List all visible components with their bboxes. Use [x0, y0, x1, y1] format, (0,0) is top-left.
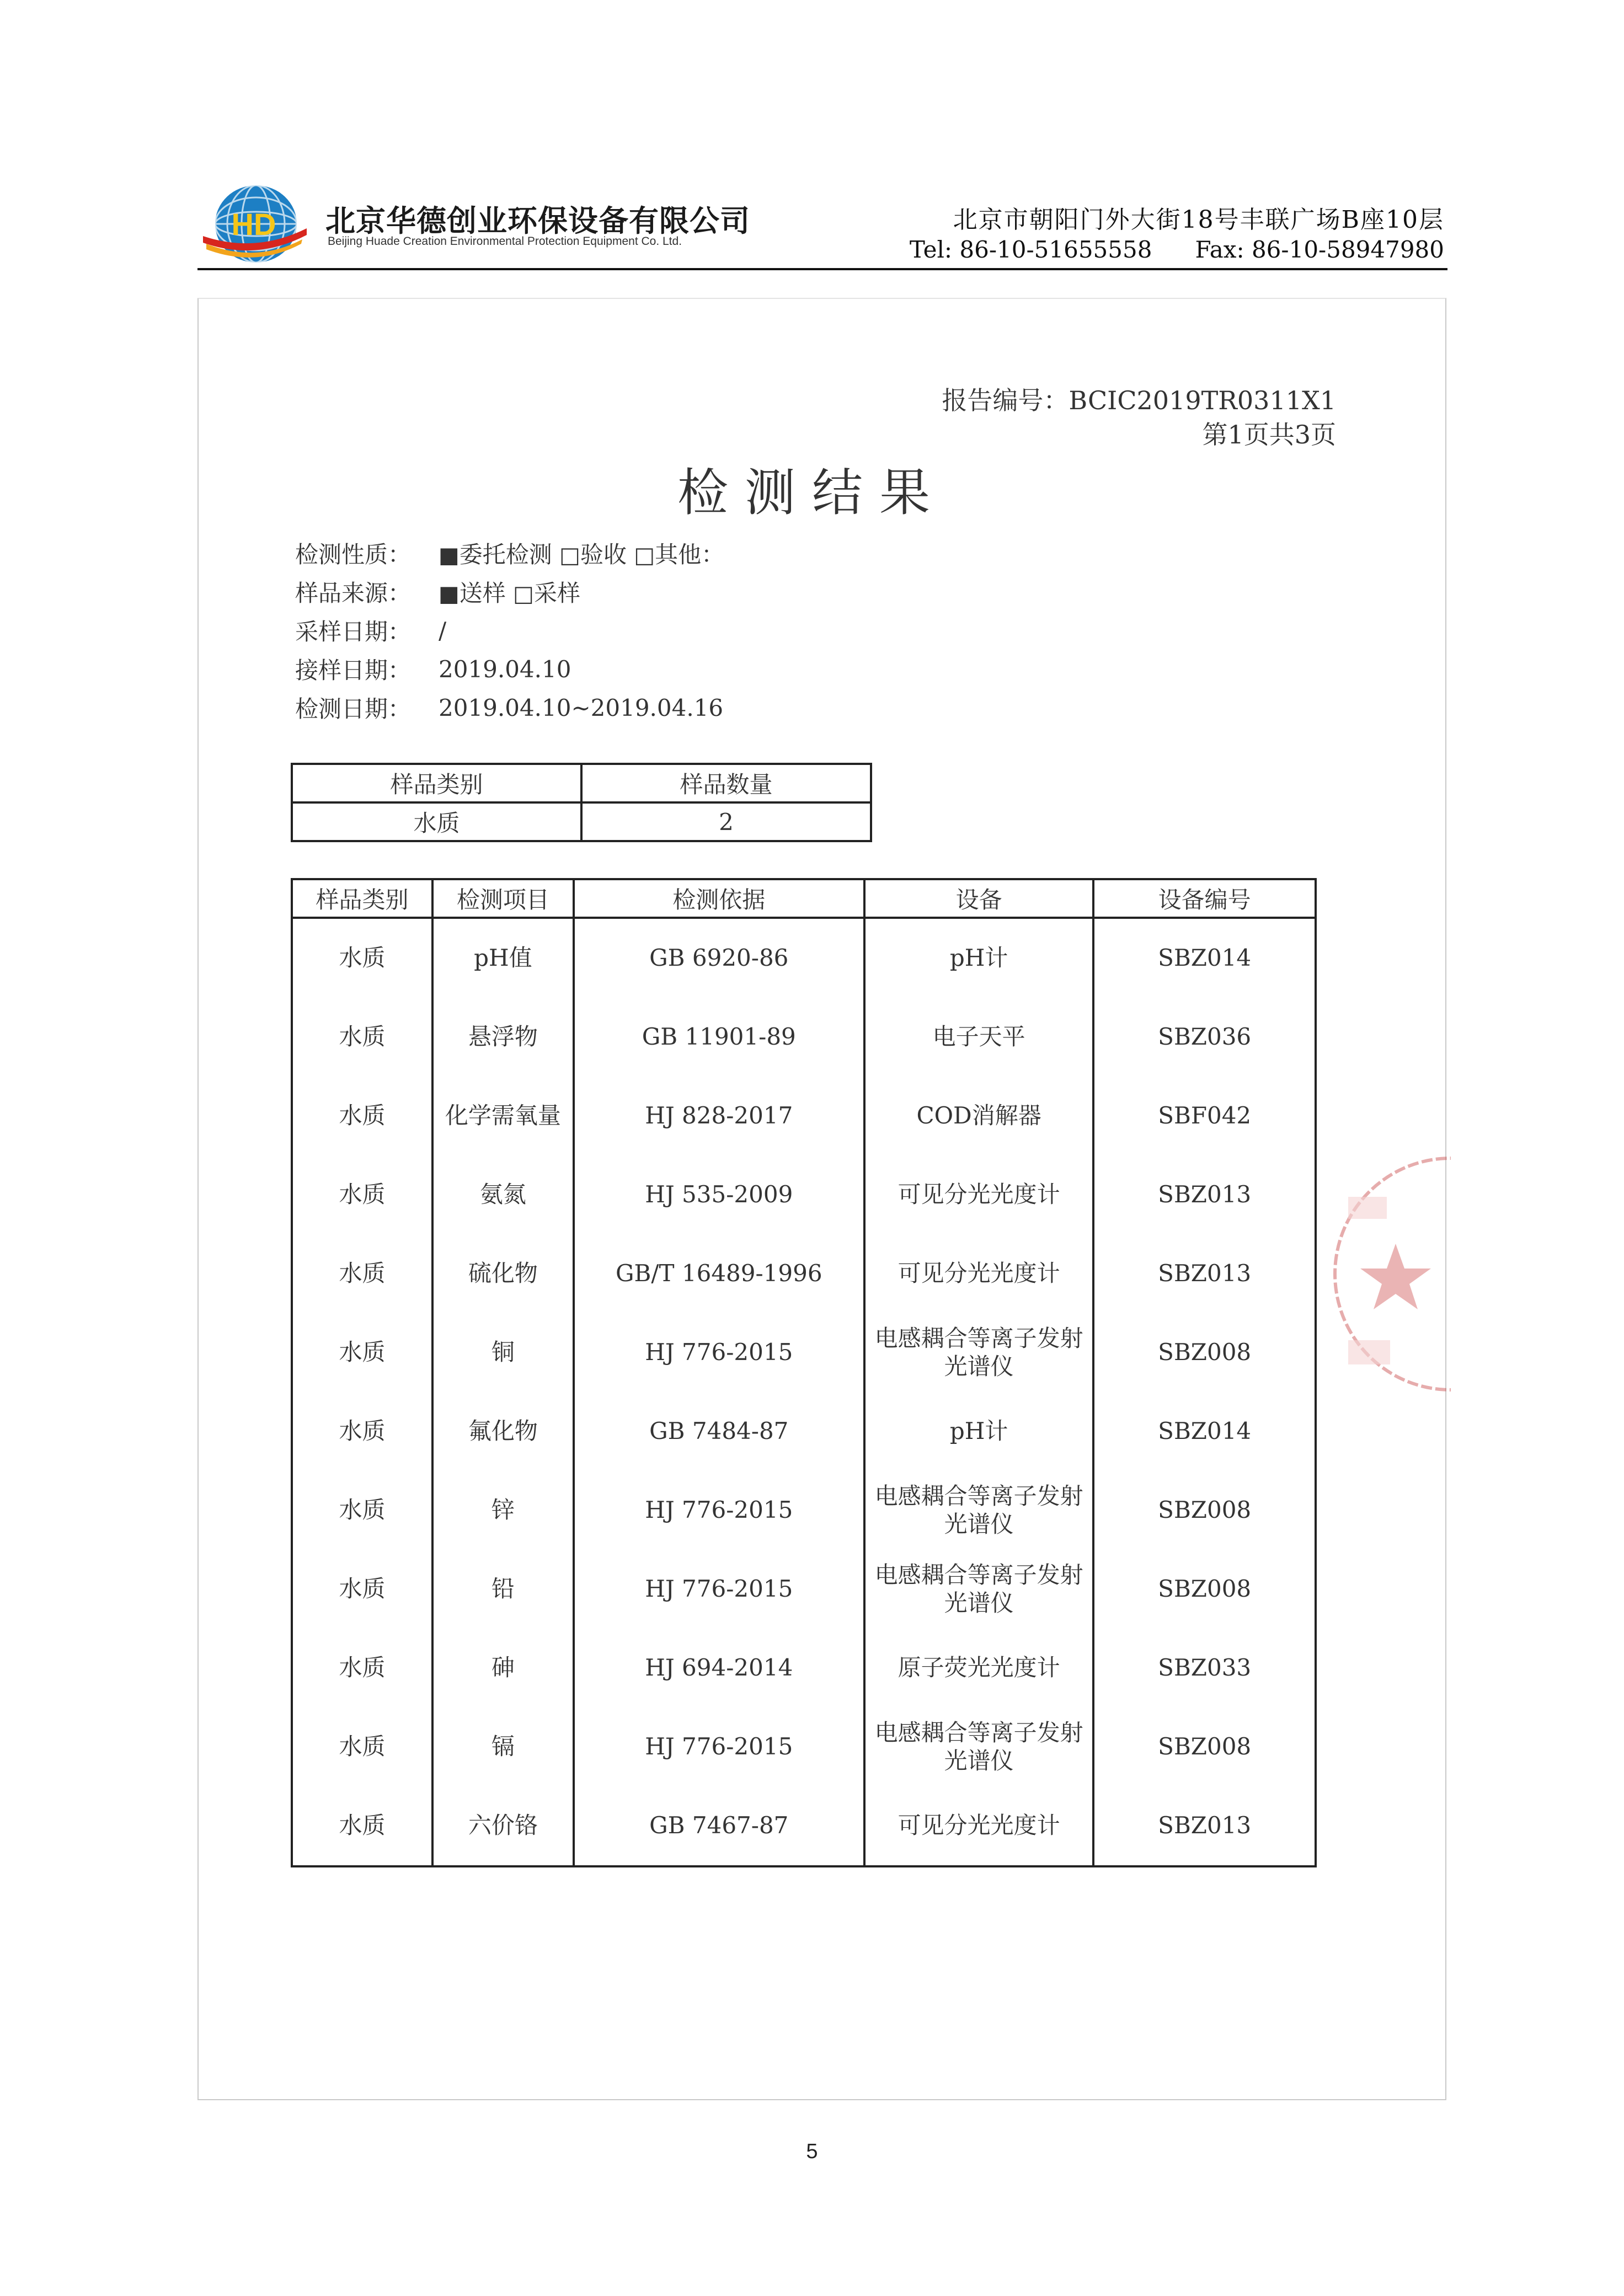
equipment-cell [864, 1629, 1093, 1708]
test-standard-cell: HJ 776-2015 [574, 1471, 864, 1550]
info-row-test-date [295, 688, 724, 727]
sample-category-cell: 水质 [292, 1313, 432, 1392]
test-standard-cell: GB 6920-86 [574, 918, 864, 998]
sample-category-cell: 水质 [292, 1629, 432, 1708]
equipment-cell [864, 918, 1093, 998]
equipment-id-cell: SBZ036 [1093, 998, 1316, 1077]
equipment-cell [864, 1708, 1093, 1786]
info-value: 2019.04.10 [439, 655, 571, 683]
test-item-cell: 镉 [432, 1708, 574, 1786]
table-body [292, 918, 1316, 1866]
page-number: 5 [806, 2140, 818, 2163]
equipment-cell [864, 1786, 1093, 1866]
info-label: 采样日期： [295, 618, 412, 645]
table-row [292, 1708, 1316, 1786]
equipment-id-cell: SBZ008 [1093, 1471, 1316, 1550]
test-info [295, 534, 724, 727]
info-value: 2019.04.10~2019.04.16 [439, 694, 724, 721]
equipment-cell [864, 1550, 1093, 1629]
info-value [439, 575, 580, 608]
test-item-cell: 六价铬 [432, 1786, 574, 1866]
equipment-cell [864, 1471, 1093, 1550]
checked-box-icon: ■ [439, 581, 460, 607]
test-standard-cell: HJ 776-2015 [574, 1708, 864, 1786]
equipment-id-cell: SBZ033 [1093, 1629, 1316, 1708]
equipment-id-cell: SBZ008 [1093, 1550, 1316, 1629]
company-logo [199, 182, 309, 265]
info-value: / [439, 617, 447, 644]
column-header: 样品数量 [581, 764, 871, 802]
test-item-cell: 铅 [432, 1550, 574, 1629]
option-label: 送样 [459, 580, 506, 607]
test-standard-cell: HJ 776-2015 [574, 1550, 864, 1629]
table-row [292, 1786, 1316, 1866]
table-cell: 2 [581, 802, 871, 841]
table-row [292, 1313, 1316, 1392]
test-standard-cell: GB 7484-87 [574, 1392, 864, 1471]
info-row-nature [295, 534, 724, 572]
table-row [292, 1629, 1316, 1708]
unchecked-box-icon: □ [634, 543, 655, 568]
sample-category-cell: 水质 [292, 1550, 432, 1629]
equipment-name: 电感耦合等离子发射光谱仪 [874, 1325, 1083, 1380]
sample-category-cell: 水质 [292, 1234, 432, 1313]
table-row [292, 998, 1316, 1077]
test-item-cell: pH值 [432, 918, 574, 998]
test-item-cell: 氟化物 [432, 1392, 574, 1471]
table-row [292, 1550, 1316, 1629]
sample-category-cell: 水质 [292, 1471, 432, 1550]
company-address: 北京市朝阳门外大街18号丰联广场B座10层 [953, 206, 1444, 234]
test-items-table [291, 878, 1317, 1867]
column-header: 设备编号 [1093, 879, 1316, 918]
info-label: 检测日期： [295, 695, 412, 722]
test-standard-cell: GB 7467-87 [574, 1786, 864, 1866]
equipment-cell [864, 1155, 1093, 1234]
info-label: 检测性质： [295, 541, 412, 568]
test-item-cell: 铜 [432, 1313, 574, 1392]
red-seal-stamp [1324, 1131, 1451, 1417]
equipment-id-cell: SBZ013 [1093, 1155, 1316, 1234]
equipment-name: 电感耦合等离子发射光谱仪 [874, 1561, 1083, 1617]
test-item-cell: 砷 [432, 1629, 574, 1708]
sample-category-cell: 水质 [292, 1392, 432, 1471]
column-header: 样品类别 [292, 764, 581, 802]
equipment-id-cell: SBZ014 [1093, 1392, 1316, 1471]
test-item-cell: 硫化物 [432, 1234, 574, 1313]
info-row-source [295, 572, 724, 611]
company-name-cn: 北京华德创业环保设备有限公司 [325, 204, 750, 238]
unchecked-box-icon: □ [559, 543, 580, 568]
test-standard-cell: HJ 828-2017 [574, 1077, 864, 1155]
equipment-name: COD消解器 [916, 1102, 1041, 1130]
header-divider [197, 268, 1447, 270]
equipment-name: 可见分光光度计 [898, 1260, 1060, 1287]
telephone: Tel: 86-10-51655558 [909, 236, 1152, 263]
equipment-name: 原子荧光光度计 [898, 1654, 1060, 1682]
report-number: 报告编号：BCIC2019TR0311X1 [942, 386, 1336, 415]
info-label: 接样日期： [295, 657, 412, 684]
test-standard-cell: HJ 535-2009 [574, 1155, 864, 1234]
equipment-name: 可见分光光度计 [898, 1181, 1060, 1208]
equipment-name: 电子天平 [932, 1023, 1025, 1051]
info-value [439, 537, 724, 570]
info-row-sampling-date [295, 611, 724, 650]
sample-category-cell: 水质 [292, 918, 432, 998]
table-cell: 水质 [292, 802, 581, 841]
option-label: 验收 [580, 541, 627, 568]
equipment-id-cell: SBZ008 [1093, 1708, 1316, 1786]
equipment-name: 电感耦合等离子发射光谱仪 [874, 1483, 1083, 1538]
company-name-en: Beijing Huade Creation Environmental Protection Equipment Co. Ltd. [328, 235, 682, 248]
fax: Fax: 86-10-58947980 [1195, 236, 1444, 263]
test-item-cell: 悬浮物 [432, 998, 574, 1077]
equipment-id-cell: SBZ008 [1093, 1313, 1316, 1392]
table-row [292, 1234, 1316, 1313]
column-header: 样品类别 [292, 879, 432, 918]
table-row [292, 918, 1316, 998]
sample-category-cell: 水质 [292, 1077, 432, 1155]
checked-box-icon: ■ [439, 543, 460, 568]
equipment-id-cell: SBF042 [1093, 1077, 1316, 1155]
table-header-row [292, 764, 871, 802]
table-row [292, 1392, 1316, 1471]
table-header-row [292, 879, 1316, 918]
equipment-name: 电感耦合等离子发射光谱仪 [874, 1719, 1083, 1774]
equipment-name: pH计 [949, 944, 1008, 972]
test-item-cell: 锌 [432, 1471, 574, 1550]
sample-category-cell: 水质 [292, 998, 432, 1077]
equipment-name: 可见分光光度计 [898, 1812, 1060, 1839]
table-row [292, 1077, 1316, 1155]
svg-text:HD: HD [231, 207, 276, 242]
test-standard-cell: HJ 694-2014 [574, 1629, 864, 1708]
option-label: 委托检测 [459, 541, 552, 568]
sample-summary-table [291, 763, 872, 842]
info-row-receive-date [295, 650, 724, 688]
sample-category-cell: 水质 [292, 1708, 432, 1786]
equipment-name: pH计 [949, 1417, 1008, 1445]
equipment-cell [864, 1313, 1093, 1392]
sample-category-cell: 水质 [292, 1155, 432, 1234]
table-row [292, 1155, 1316, 1234]
test-standard-cell: HJ 776-2015 [574, 1313, 864, 1392]
equipment-cell [864, 1077, 1093, 1155]
option-label: 其他： [655, 541, 725, 568]
test-standard-cell: GB/T 16489-1996 [574, 1234, 864, 1313]
equipment-id-cell: SBZ013 [1093, 1786, 1316, 1866]
equipment-id-cell: SBZ013 [1093, 1234, 1316, 1313]
page-title: 检测结果 [677, 463, 947, 522]
info-label: 样品来源： [295, 580, 412, 607]
company-contact [910, 236, 1444, 263]
equipment-cell [864, 1392, 1093, 1471]
report-page-indicator: 第1页共3页 [1202, 420, 1336, 449]
test-item-cell: 化学需氧量 [432, 1077, 574, 1155]
table-row [292, 802, 871, 841]
unchecked-box-icon: □ [513, 581, 534, 607]
column-header: 检测依据 [574, 879, 864, 918]
test-item-cell: 氨氮 [432, 1155, 574, 1234]
sample-category-cell: 水质 [292, 1786, 432, 1866]
equipment-cell [864, 1234, 1093, 1313]
test-standard-cell: GB 11901-89 [574, 998, 864, 1077]
column-header: 检测项目 [432, 879, 574, 918]
option-label: 采样 [533, 580, 580, 607]
equipment-id-cell: SBZ014 [1093, 918, 1316, 998]
equipment-cell [864, 998, 1093, 1077]
table-row [292, 1471, 1316, 1550]
column-header: 设备 [864, 879, 1093, 918]
